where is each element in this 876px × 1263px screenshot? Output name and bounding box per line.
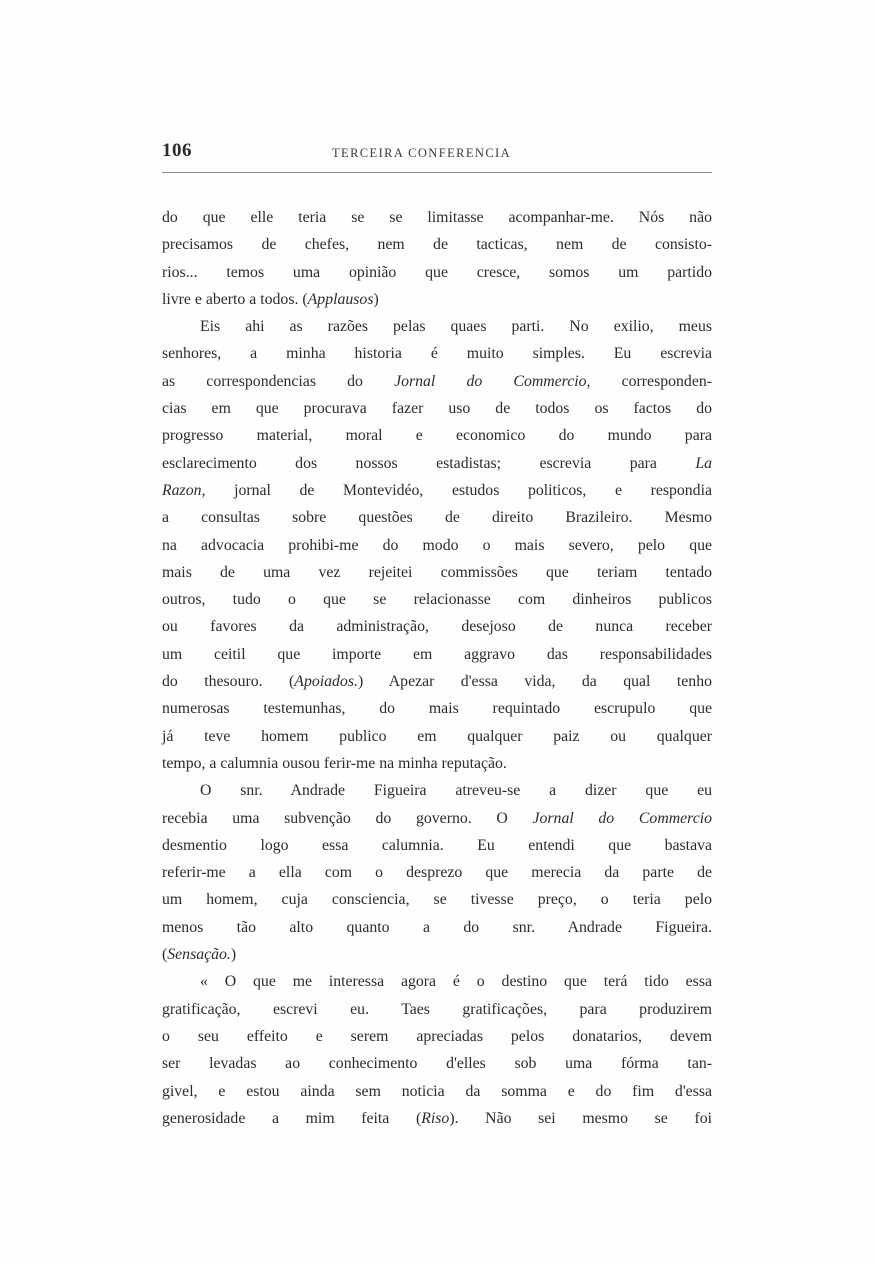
text-line [162,586,712,613]
text-line [162,613,712,640]
text-run: recebia uma subvenção do governo. O [162,809,533,827]
text-line [162,559,712,586]
text-line [162,859,712,886]
text-run: mais de uma vez rejeitei commissões que teriam tentado [162,563,712,581]
text-line [162,941,712,968]
text-run: senhores, a minha historia é muito simples. Eu escrevia [162,345,712,363]
paragraph [162,313,712,777]
text-run: ser levadas ao conhecimento d'elles sob uma fórma tan- [162,1055,712,1073]
text-run: ( [162,946,168,964]
text-run: livre e aberto a todos. ( [162,290,308,308]
page-number: 106 [162,140,192,161]
text-line [162,1078,712,1105]
italic-run: Jornal do Commercio [532,809,713,827]
text-run: givel, e estou ainda sem noticia da somma e do fim d'essa [162,1082,712,1100]
text-run: gratificação, escrevi eu. Taes gratificações, para produzirem [162,1000,712,1018]
text-line [162,532,712,559]
text-run: do que elle teria se se limitasse acompanhar-me. Nós não [162,209,712,226]
text-line [162,668,712,695]
text-run: precisamos de chefes, nem de tacticas, nem de consisto- [162,236,712,254]
text-run: generosidade a mim feita ( [162,1109,422,1127]
italic-run: La [695,454,712,472]
text-line [162,723,712,750]
text-line [162,750,712,777]
text-run: O snr. Andrade Figueira atreveu-se a dizer que eu [200,782,712,800]
text-run: outros, tudo o que se relacionasse com dinheiros publicos [162,591,712,609]
text-line [162,695,712,722]
text-run: esclarecimento dos nossos estadistas; escrevia para [162,454,696,472]
text-run: já teve homem publico em qualquer paiz ou qualquer [162,727,712,745]
paragraph [162,204,712,313]
text-run: tempo, a calumnia ousou ferir-me na minha reputação. [162,754,507,772]
italic-run: Riso [421,1109,450,1127]
text-line [162,477,712,504]
text-run: um homem, cuja consciencia, se tivesse preço, o teria pelo [162,891,712,909]
text-run: rios... temos uma opinião que cresce, somos um partido [162,263,712,281]
italic-run: Apoiados. [294,673,358,691]
text-line [162,504,712,531]
text-line [162,395,712,422]
text-run: , corresponden- [586,372,712,390]
italic-run: Applausos [307,290,374,308]
text-line [162,914,712,941]
text-line [162,1023,712,1050]
text-run: ). Não sei mesmo se foi [449,1109,712,1127]
italic-run: Jornal do Commercio [394,372,587,390]
text-run: Eis ahi as razões pelas quaes parti. No exilio, meus [200,318,712,336]
text-line [162,1050,712,1077]
italic-run: Sensação. [167,946,231,964]
text-line [162,641,712,668]
text-run: ) [373,290,379,308]
italic-run: Razon [162,481,202,499]
text-run: desmentio logo essa calumnia. Eu entendi que bastava [162,836,712,854]
text-run: « O que me interessa agora é o destino que terá tido essa [200,973,712,991]
text-line [162,286,712,313]
text-line [162,340,712,367]
text-line [162,204,712,231]
text-run: ) [230,946,237,964]
running-head [162,140,712,168]
text-run: o seu effeito e serem apreciadas pelos donatarios, devem [162,1027,712,1045]
text-run: ou favores da administração, desejoso de nunca receber [162,618,712,636]
text-run: menos tão alto quanto a do snr. Andrade Figueira. [162,918,712,936]
text-line [162,259,712,286]
body-text [162,204,712,1132]
paragraph [162,968,712,1132]
text-run: a consultas sobre questões de direito Brazileiro. Mesmo [162,509,712,527]
text-run: um ceitil que importe em aggravo das responsabilidades [162,645,712,663]
text-line [162,231,712,258]
text-run: numerosas testemunhas, do mais requintado escrupulo que [162,700,712,718]
text-run: cias em que procurava fazer uso de todos os factos do [162,400,712,418]
running-title: TERCEIRA CONFERENCIA [332,146,512,160]
text-line [162,805,712,832]
text-line [162,968,712,995]
paragraph [162,777,712,968]
text-line [162,996,712,1023]
text-line [162,832,712,859]
text-line [162,450,712,477]
text-line [162,777,712,804]
text-run: referir-me a ella com o desprezo que merecia da parte de [162,864,712,882]
text-line [162,313,712,340]
text-line [162,886,712,913]
text-line [162,1105,712,1132]
text-run: ) Apezar d'essa vida, da qual tenho [357,673,712,691]
text-run: progresso material, moral e economico do mundo para [162,427,712,445]
text-run: na advocacia prohibi-me do modo o mais severo, pelo que [162,536,712,554]
header-rule [162,172,712,173]
text-line [162,422,712,449]
text-run: as correspondencias do [162,372,395,390]
text-run: , jornal de Montevidéo, estudos politicos, e respondia [201,481,712,499]
text-run: do thesouro. ( [162,673,295,691]
text-line [162,368,712,395]
